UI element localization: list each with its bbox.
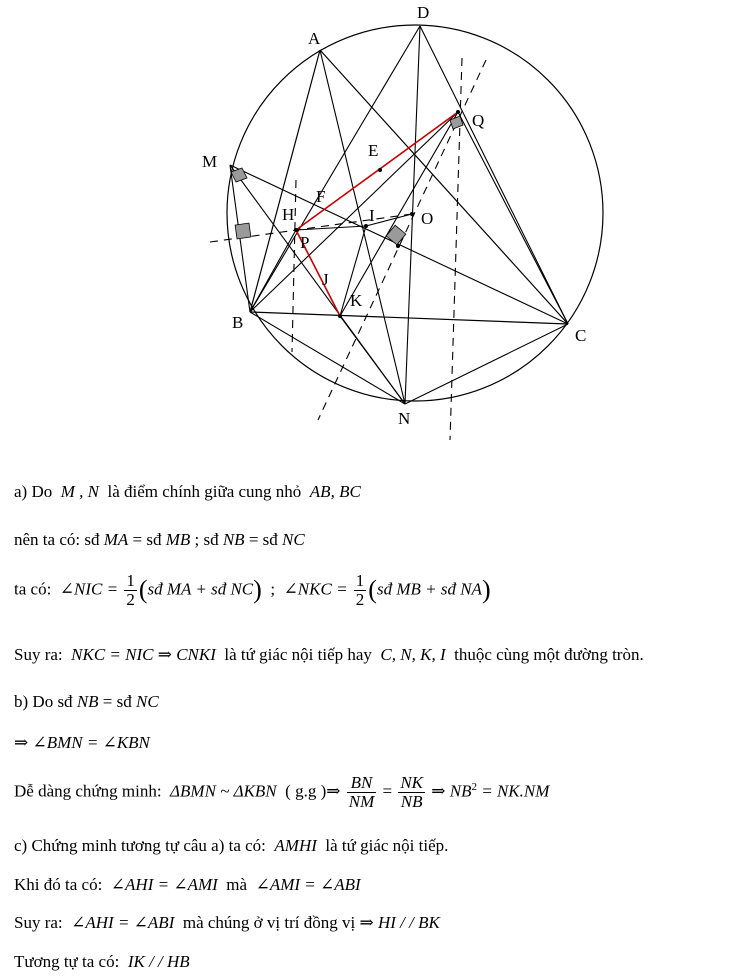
label-k: K (350, 291, 363, 310)
line-eq1 (14, 530, 305, 550)
eq1-mb: MB (165, 530, 191, 549)
line-dd (14, 774, 549, 811)
line-a (14, 482, 361, 502)
dd-gg: ( g.g )⇒ (285, 781, 341, 801)
eq1-nb: NB (222, 530, 245, 549)
b-eq: = sđ (102, 692, 132, 711)
line-sr2 (14, 913, 440, 933)
kd-e1: ∠AHI = ∠AMI (110, 875, 218, 894)
sr-pre: Suy ra: (14, 645, 63, 664)
line-b (14, 692, 159, 712)
sr2-mid: mà chúng ở vị trí đồng vị (182, 913, 356, 932)
b-nb: NB (76, 692, 99, 711)
dd-frac-2: $\frac{NK}{NB}$ (400, 773, 424, 811)
sr-expr: NKC = NIC ⇒ CNKI (71, 645, 216, 664)
a-mn: M , N (60, 482, 99, 501)
sr2-res: ⇒ HI / / BK (359, 913, 440, 932)
label-d: D (417, 3, 430, 22)
sr-pts: C, N, K, I (380, 645, 446, 664)
eq1-eq2: = sđ (248, 530, 278, 549)
line-b2 (14, 733, 150, 753)
eq1-ma: MA (103, 530, 129, 549)
eq1-pre: nên ta có: sđ (14, 530, 100, 549)
label-c: C (575, 326, 587, 345)
triangle-abc (250, 50, 568, 324)
eq1-sep: ; sđ (194, 530, 219, 549)
b-pre: b) Do sđ (14, 692, 73, 711)
kd-e2: ∠AMI = ∠ABI (255, 875, 361, 894)
tt-pre: Tương tự ta có: (14, 952, 120, 971)
eq2-frac-1: $\frac{1}{2}$ (126, 571, 135, 609)
tt-e: IK / / HB (127, 952, 190, 971)
dd-eqs: = (382, 781, 393, 801)
kd-pre: Khi đó ta có: (14, 875, 103, 894)
line-c (14, 836, 448, 856)
construction-lines (230, 26, 568, 404)
sr2-e: ∠AHI = ∠ABI (71, 913, 175, 932)
label-m: M (202, 152, 218, 171)
c-pre: c) Chứng minh tương tự câu a) ta có: (14, 836, 266, 855)
label-n: N (398, 409, 411, 428)
dashed-lines (210, 58, 486, 440)
eq2-nic: ∠NIC = (59, 579, 119, 599)
line-tt (14, 952, 190, 972)
dd-sim: ΔBMN ~ ΔKBN (170, 781, 277, 801)
label-p: P (300, 233, 310, 252)
geometry-diagram (0, 0, 754, 445)
dd-pre: Dễ dàng chứng minh: (14, 781, 162, 801)
b-nc: NC (136, 692, 159, 711)
sr-mid: là tứ giác nội tiếp hay (224, 645, 372, 664)
label-o: O (421, 209, 434, 228)
a-mid: là điểm chính giữa cung nhỏ (107, 482, 302, 501)
dd-sup: 2 (471, 780, 477, 793)
eq2-pre: ta có: (14, 579, 52, 599)
label-b: B (232, 313, 244, 332)
line-kd (14, 875, 361, 895)
line-eq2: ta có: ∠NIC = $\frac{1}{2}$ (sđ MA + sđ NC) ; ∠NKC = $\frac{1}{2}$ (sđ MB + sđ NA) (14, 571, 491, 609)
b2: ⇒ ∠BMN = ∠KBN (14, 733, 150, 752)
geometry-figure (0, 0, 754, 445)
dd-res2: = NK.NM (481, 781, 550, 801)
sr2-pre: Suy ra: (14, 913, 63, 932)
sr-end: thuộc cùng một đường tròn. (454, 645, 644, 664)
eq2-sep: ; (270, 579, 276, 599)
line-suyra-1 (14, 645, 644, 665)
label-h: H (282, 205, 295, 224)
label-e: E (368, 141, 379, 160)
eq1-nc: NC (282, 530, 305, 549)
eq2-frac-2: $\frac{1}{2}$ (355, 571, 365, 609)
label-f: F (316, 187, 326, 206)
label-j: J (322, 270, 329, 289)
eq2-body1: sđ MA + sđ NC (147, 579, 254, 599)
eq1-eq: = sđ (132, 530, 162, 549)
eq2-nkc: ∠NKC = (283, 579, 348, 599)
label-a: A (308, 29, 321, 48)
kd-ma: mà (226, 875, 248, 894)
dd-frac-1: $\frac{BN}{NM}$ (348, 773, 375, 811)
eq2-body2: sđ MB + sđ NA (376, 579, 482, 599)
a-intro: a) Do (14, 482, 53, 501)
a-arcs: AB, BC (309, 482, 361, 501)
c-amhi: AMHI (274, 836, 317, 855)
c-end: là tứ giác nội tiếp. (325, 836, 449, 855)
dd-res: ⇒ NB (431, 781, 472, 801)
label-i: I (369, 206, 375, 225)
label-q: Q (472, 111, 485, 130)
